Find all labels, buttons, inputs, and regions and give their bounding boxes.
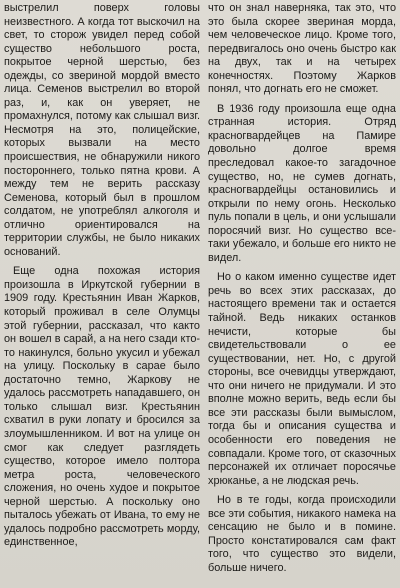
- article-paragraph: что он знал наверняка, так это, что это была скорее звериная морда, чем человеческое лицо. Кроме того, передвигалось оно очень быстро как на двух, так и на четырех конечностях. Поэтому Жарков понял, что догнать его не сможет.: [208, 2, 396, 96]
- article-paragraph: Но о каком именно существе идет речь во всех этих рассказах, до настоящего времени так и остается тайной. Ведь никаких останков нечисти, которые бы свидетельствовали о ее существовании, нет. Но, с другой стороны, все очевидцы утверждают, что они ничего не придумали. И это вполне можно верить, ведь если бы все эти рассказы были вымыслом, тогда бы и описания существа и особенности его поведения не совпадали. Кроме того, от сказочных персонажей их отличает поросячье хрюканье, а не людская речь.: [208, 271, 396, 487]
- article-column-right: [208, 2, 396, 588]
- article-column-left: [4, 2, 200, 588]
- article-paragraph: Еще одна похожая история произошла в Иркутской губернии в 1909 году. Крестьянин Иван Жарков, который проживал в селе Олумцы этой губернии, рассказал, что както он вошел в сарай, а на него сзади кто-то накинулся, больно укусил и убежал на улицу. Поскольку в сарае было достаточно темно, Жаркову не удалось рассмотреть нападавшего, он только слышал визг. Крестьянин схватил в руки лопату и бросился за злоумышленником. И вот на улице он смог как следует разглядеть существо, которое имело полтора метра роста, человеческого сложения, но очень худое и покрытое черной шерстью. А поскольку оно пыталось убежать от Ивана, то ему не удалось подробно рассмотреть морду, единственное,: [4, 265, 200, 549]
- article-paragraph: Но в те годы, когда происходили все эти события, никакого намека на сенсацию не было и в помине. Просто констатировался сам факт того, что существо это видели, больше ничего.: [208, 494, 396, 574]
- article-paragraph: В 1936 году произошла еще одна странная история. Отряд красногвардейцев на Памире довольно долгое время преследовал какое-то загадочное существо, но, не сумев догнать, красногвардейцы остановились и открыли по нему огонь. Несколько пуль попали в цель, и они услышали поросячий визг. Но существо все-таки убежало, и больше его никто не видел.: [208, 102, 396, 264]
- article-paragraph: выстрелил поверх головы неизвестного. А когда тот выскочил на свет, то сторож увидел перед собой существо небольшого роста, покрытое черной шерстью, без одежды, со звериной мордой вместо лица. Семенов выстрелил во второй раз, и, как он уверяет, не промахнулся, потому как слышал визг. Несмотря на это, полицейские, которых вызвали на место происшествия, не обнаружили никого постороннего, только пятна крови. А между тем не верить рассказу Семенова, который был в прошлом солдатом, не употреблял алкоголя и отлично ориентировался на территории службы, не было никаких оснований.: [4, 2, 200, 258]
